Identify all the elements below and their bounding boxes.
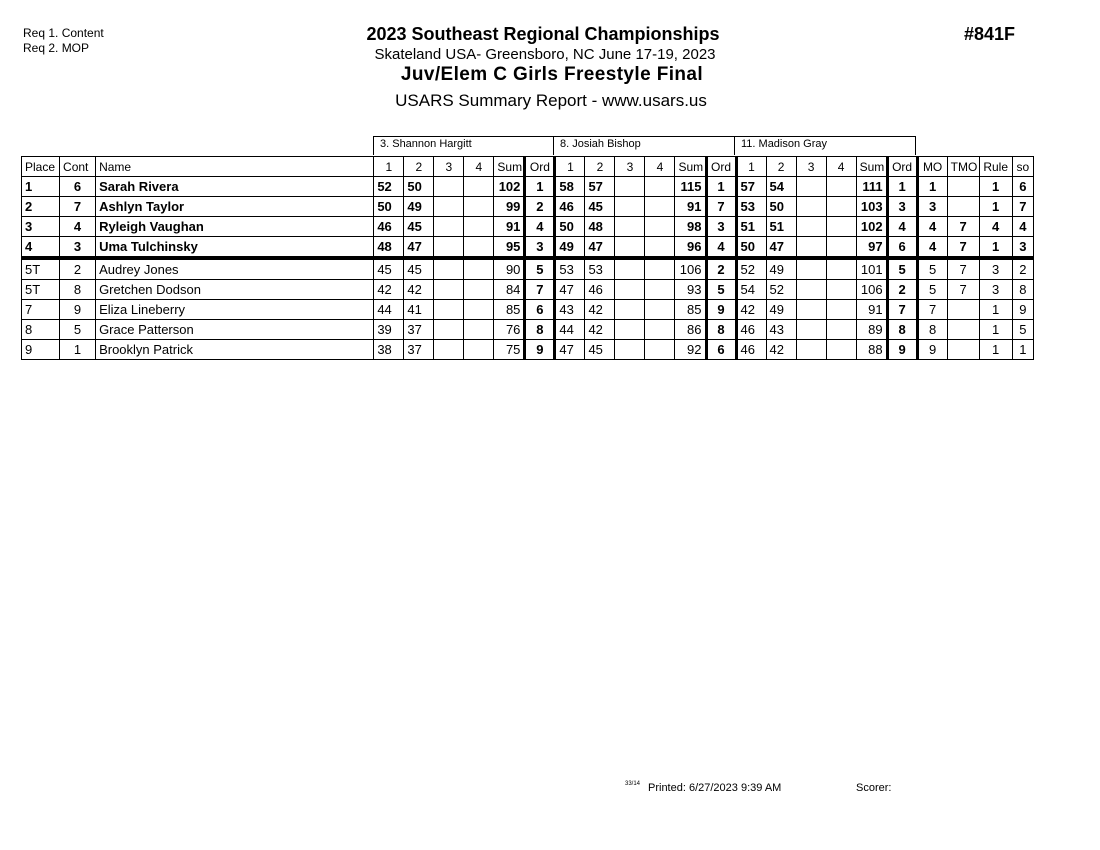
- score-3-cell: [615, 177, 645, 197]
- mo-cell: 9: [917, 340, 947, 360]
- score-4-cell: [645, 197, 675, 217]
- place-cell: 8: [22, 320, 60, 340]
- score-2-cell: 50: [404, 177, 434, 197]
- ordinal-cell: 1: [887, 177, 917, 197]
- score-2-cell: 51: [766, 217, 796, 237]
- so-cell: 9: [1012, 300, 1033, 320]
- score-2-cell: 47: [585, 237, 615, 259]
- col-mo: MO: [917, 157, 947, 177]
- score-4-cell: [464, 340, 494, 360]
- sum-cell: 95: [494, 237, 525, 259]
- place-cell: 9: [22, 340, 60, 360]
- ordinal-cell: 9: [706, 300, 736, 320]
- col-j3-3: 3: [796, 157, 826, 177]
- sum-cell: 91: [494, 217, 525, 237]
- rule-cell: 1: [979, 340, 1012, 360]
- place-cell: 1: [22, 177, 60, 197]
- score-2-cell: 37: [404, 320, 434, 340]
- rule-cell: 1: [979, 197, 1012, 217]
- score-2-cell: 45: [585, 340, 615, 360]
- ordinal-cell: 2: [887, 280, 917, 300]
- ordinal-cell: 3: [706, 217, 736, 237]
- score-3-cell: [615, 300, 645, 320]
- so-cell: 3: [1012, 237, 1033, 259]
- score-1-cell: 42: [374, 280, 404, 300]
- score-1-cell: 39: [374, 320, 404, 340]
- score-1-cell: 50: [555, 217, 585, 237]
- page-title: 2023 Southeast Regional Championships: [366, 24, 720, 44]
- tmo-cell: [947, 197, 979, 217]
- score-1-cell: 52: [374, 177, 404, 197]
- score-2-cell: 46: [585, 280, 615, 300]
- place-cell: 5T: [22, 258, 60, 280]
- judge-2-header: 8. Josiah Bishop: [553, 136, 735, 155]
- score-3-cell: [434, 197, 464, 217]
- col-j2-ord: Ord: [706, 157, 736, 177]
- score-4-cell: [464, 237, 494, 259]
- sum-cell: 101: [856, 258, 887, 280]
- score-1-cell: 58: [555, 177, 585, 197]
- sum-cell: 91: [675, 197, 706, 217]
- score-1-cell: 53: [736, 197, 766, 217]
- tmo-cell: 7: [947, 237, 979, 259]
- score-1-cell: 50: [374, 197, 404, 217]
- score-3-cell: [434, 217, 464, 237]
- contestant-number-cell: 2: [60, 258, 96, 280]
- ordinal-cell: 7: [525, 280, 555, 300]
- skater-name-cell: Sarah Rivera: [96, 177, 374, 197]
- sum-cell: 97: [856, 237, 887, 259]
- ordinal-cell: 6: [887, 237, 917, 259]
- col-j1-4: 4: [464, 157, 494, 177]
- col-j1-3: 3: [434, 157, 464, 177]
- score-1-cell: 46: [736, 340, 766, 360]
- score-4-cell: [826, 197, 856, 217]
- skater-name-cell: Uma Tulchinsky: [96, 237, 374, 259]
- score-1-cell: 46: [374, 217, 404, 237]
- score-2-cell: 53: [585, 258, 615, 280]
- score-4-cell: [645, 320, 675, 340]
- report-title: USARS Summary Report - www.usars.us: [395, 91, 707, 110]
- score-4-cell: [464, 300, 494, 320]
- so-cell: 1: [1012, 340, 1033, 360]
- event-name: Juv/Elem C Girls Freestyle Final: [400, 64, 704, 85]
- place-cell: 7: [22, 300, 60, 320]
- score-4-cell: [645, 177, 675, 197]
- table-row: [22, 258, 1034, 280]
- score-3-cell: [615, 320, 645, 340]
- score-3-cell: [434, 258, 464, 280]
- printed-timestamp: Printed: 6/27/2023 9:39 AM: [648, 782, 782, 794]
- ordinal-cell: 7: [706, 197, 736, 217]
- sum-cell: 92: [675, 340, 706, 360]
- col-j2-2: 2: [585, 157, 615, 177]
- score-4-cell: [645, 340, 675, 360]
- skater-name-cell: Eliza Lineberry: [96, 300, 374, 320]
- mo-cell: 7: [917, 300, 947, 320]
- ordinal-cell: 8: [525, 320, 555, 340]
- mo-cell: 4: [917, 237, 947, 259]
- place-cell: 5T: [22, 280, 60, 300]
- col-rule: Rule: [979, 157, 1012, 177]
- score-3-cell: [796, 300, 826, 320]
- tmo-cell: 7: [947, 280, 979, 300]
- ordinal-cell: 2: [525, 197, 555, 217]
- sum-cell: 93: [675, 280, 706, 300]
- tmo-cell: 7: [947, 258, 979, 280]
- table-row: [22, 197, 1034, 217]
- tmo-cell: [947, 320, 979, 340]
- score-1-cell: 43: [555, 300, 585, 320]
- score-2-cell: 50: [766, 197, 796, 217]
- col-j3-sum: Sum: [856, 157, 887, 177]
- sum-cell: 91: [856, 300, 887, 320]
- sum-cell: 106: [675, 258, 706, 280]
- skater-name-cell: Audrey Jones: [96, 258, 374, 280]
- sum-cell: 75: [494, 340, 525, 360]
- sum-cell: 85: [494, 300, 525, 320]
- contestant-number-cell: 7: [60, 197, 96, 217]
- score-1-cell: 49: [555, 237, 585, 259]
- score-3-cell: [796, 237, 826, 259]
- place-cell: 4: [22, 237, 60, 259]
- score-1-cell: 54: [736, 280, 766, 300]
- score-3-cell: [434, 300, 464, 320]
- score-3-cell: [796, 217, 826, 237]
- col-j3-4: 4: [826, 157, 856, 177]
- place-cell: 3: [22, 217, 60, 237]
- score-2-cell: 37: [404, 340, 434, 360]
- score-4-cell: [826, 177, 856, 197]
- sum-cell: 111: [856, 177, 887, 197]
- tmo-cell: [947, 340, 979, 360]
- score-4-cell: [645, 280, 675, 300]
- score-3-cell: [796, 177, 826, 197]
- tmo-cell: [947, 177, 979, 197]
- col-place: Place: [22, 157, 60, 177]
- col-j2-4: 4: [645, 157, 675, 177]
- col-j2-3: 3: [615, 157, 645, 177]
- col-j1-sum: Sum: [494, 157, 525, 177]
- score-4-cell: [826, 237, 856, 259]
- sum-cell: 89: [856, 320, 887, 340]
- place-cell: 2: [22, 197, 60, 217]
- col-name: Name: [96, 157, 374, 177]
- score-1-cell: 47: [555, 340, 585, 360]
- mo-cell: 5: [917, 258, 947, 280]
- ordinal-cell: 3: [887, 197, 917, 217]
- score-1-cell: 42: [736, 300, 766, 320]
- sum-cell: 106: [856, 280, 887, 300]
- table-row: [22, 320, 1034, 340]
- score-4-cell: [826, 217, 856, 237]
- contestant-number-cell: 3: [60, 237, 96, 259]
- score-2-cell: 52: [766, 280, 796, 300]
- score-3-cell: [434, 237, 464, 259]
- ordinal-cell: 8: [887, 320, 917, 340]
- score-4-cell: [464, 217, 494, 237]
- score-2-cell: 48: [585, 217, 615, 237]
- sum-cell: 99: [494, 197, 525, 217]
- score-3-cell: [615, 197, 645, 217]
- rule-cell: 1: [979, 237, 1012, 259]
- score-2-cell: 43: [766, 320, 796, 340]
- rule-cell: 3: [979, 280, 1012, 300]
- mo-cell: 4: [917, 217, 947, 237]
- col-j3-1: 1: [736, 157, 766, 177]
- sum-cell: 102: [856, 217, 887, 237]
- score-2-cell: 45: [404, 217, 434, 237]
- score-1-cell: 52: [736, 258, 766, 280]
- ordinal-cell: 5: [706, 280, 736, 300]
- so-cell: 6: [1012, 177, 1033, 197]
- score-4-cell: [464, 258, 494, 280]
- score-1-cell: 44: [374, 300, 404, 320]
- tmo-cell: 7: [947, 217, 979, 237]
- score-3-cell: [434, 340, 464, 360]
- score-2-cell: 42: [404, 280, 434, 300]
- sum-cell: 90: [494, 258, 525, 280]
- so-cell: 5: [1012, 320, 1033, 340]
- ordinal-cell: 4: [525, 217, 555, 237]
- ordinal-cell: 5: [525, 258, 555, 280]
- score-3-cell: [434, 320, 464, 340]
- score-1-cell: 46: [736, 320, 766, 340]
- score-3-cell: [615, 280, 645, 300]
- mo-cell: 5: [917, 280, 947, 300]
- table-row: [22, 237, 1034, 259]
- score-4-cell: [464, 280, 494, 300]
- score-4-cell: [826, 280, 856, 300]
- score-4-cell: [464, 197, 494, 217]
- sum-cell: 98: [675, 217, 706, 237]
- score-4-cell: [645, 217, 675, 237]
- sum-cell: 102: [494, 177, 525, 197]
- score-2-cell: 57: [585, 177, 615, 197]
- col-so: so: [1012, 157, 1033, 177]
- score-4-cell: [826, 320, 856, 340]
- ordinal-cell: 4: [887, 217, 917, 237]
- ordinal-cell: 6: [525, 300, 555, 320]
- sum-cell: 103: [856, 197, 887, 217]
- requirement-1: Req 1. Content: [23, 26, 104, 40]
- footer-code: 33/14: [625, 781, 641, 787]
- judge-1-header: 3. Shannon Hargitt: [373, 136, 554, 155]
- skater-name-cell: Gretchen Dodson: [96, 280, 374, 300]
- skater-name-cell: Ryleigh Vaughan: [96, 217, 374, 237]
- score-1-cell: 53: [555, 258, 585, 280]
- contestant-number-cell: 8: [60, 280, 96, 300]
- event-number: #841F: [964, 24, 1016, 44]
- score-4-cell: [464, 320, 494, 340]
- score-2-cell: 49: [766, 300, 796, 320]
- score-2-cell: 49: [766, 258, 796, 280]
- ordinal-cell: 3: [525, 237, 555, 259]
- requirement-2: Req 2. MOP: [23, 41, 90, 55]
- score-1-cell: 57: [736, 177, 766, 197]
- sum-cell: 86: [675, 320, 706, 340]
- sum-cell: 85: [675, 300, 706, 320]
- score-3-cell: [615, 237, 645, 259]
- score-4-cell: [464, 177, 494, 197]
- sum-cell: 88: [856, 340, 887, 360]
- tmo-cell: [947, 300, 979, 320]
- so-cell: 7: [1012, 197, 1033, 217]
- sum-cell: 115: [675, 177, 706, 197]
- score-3-cell: [615, 340, 645, 360]
- score-2-cell: 42: [585, 320, 615, 340]
- table-row: [22, 177, 1034, 197]
- results-table: [21, 156, 1034, 360]
- venue-date: Skateland USA- Greensboro, NC June 17-19, 2023: [374, 46, 716, 63]
- skater-name-cell: Ashlyn Taylor: [96, 197, 374, 217]
- ordinal-cell: 8: [706, 320, 736, 340]
- col-j3-2: 2: [766, 157, 796, 177]
- score-4-cell: [645, 300, 675, 320]
- col-tmo: TMO: [947, 157, 979, 177]
- ordinal-cell: 1: [525, 177, 555, 197]
- score-1-cell: 48: [374, 237, 404, 259]
- table-row: [22, 280, 1034, 300]
- score-3-cell: [615, 217, 645, 237]
- rule-cell: 1: [979, 300, 1012, 320]
- score-3-cell: [796, 280, 826, 300]
- ordinal-cell: 6: [706, 340, 736, 360]
- score-4-cell: [826, 300, 856, 320]
- header-row: [22, 157, 1034, 177]
- score-1-cell: 46: [555, 197, 585, 217]
- skater-name-cell: Grace Patterson: [96, 320, 374, 340]
- rule-cell: 3: [979, 258, 1012, 280]
- ordinal-cell: 4: [706, 237, 736, 259]
- score-4-cell: [645, 258, 675, 280]
- sum-cell: 76: [494, 320, 525, 340]
- ordinal-cell: 9: [887, 340, 917, 360]
- so-cell: 8: [1012, 280, 1033, 300]
- score-4-cell: [826, 340, 856, 360]
- sum-cell: 84: [494, 280, 525, 300]
- score-1-cell: 47: [555, 280, 585, 300]
- score-3-cell: [796, 340, 826, 360]
- col-j2-1: 1: [555, 157, 585, 177]
- col-cont: Cont: [60, 157, 96, 177]
- score-3-cell: [796, 197, 826, 217]
- sum-cell: 96: [675, 237, 706, 259]
- ordinal-cell: 2: [706, 258, 736, 280]
- score-2-cell: 47: [404, 237, 434, 259]
- ordinal-cell: 9: [525, 340, 555, 360]
- so-cell: 2: [1012, 258, 1033, 280]
- mo-cell: 3: [917, 197, 947, 217]
- score-2-cell: 47: [766, 237, 796, 259]
- contestant-number-cell: 4: [60, 217, 96, 237]
- table-row: [22, 300, 1034, 320]
- col-j2-sum: Sum: [675, 157, 706, 177]
- score-2-cell: 45: [404, 258, 434, 280]
- col-j1-ord: Ord: [525, 157, 555, 177]
- mo-cell: 8: [917, 320, 947, 340]
- score-2-cell: 42: [766, 340, 796, 360]
- col-j1-2: 2: [404, 157, 434, 177]
- mo-cell: 1: [917, 177, 947, 197]
- score-3-cell: [434, 280, 464, 300]
- score-4-cell: [826, 258, 856, 280]
- score-3-cell: [615, 258, 645, 280]
- score-1-cell: 44: [555, 320, 585, 340]
- score-2-cell: 45: [585, 197, 615, 217]
- score-2-cell: 41: [404, 300, 434, 320]
- score-4-cell: [645, 237, 675, 259]
- rule-cell: 1: [979, 320, 1012, 340]
- rule-cell: 4: [979, 217, 1012, 237]
- col-j3-ord: Ord: [887, 157, 917, 177]
- ordinal-cell: 5: [887, 258, 917, 280]
- score-3-cell: [796, 320, 826, 340]
- contestant-number-cell: 9: [60, 300, 96, 320]
- score-2-cell: 54: [766, 177, 796, 197]
- score-2-cell: 49: [404, 197, 434, 217]
- contestant-number-cell: 1: [60, 340, 96, 360]
- rule-cell: 1: [979, 177, 1012, 197]
- ordinal-cell: 7: [887, 300, 917, 320]
- so-cell: 4: [1012, 217, 1033, 237]
- skater-name-cell: Brooklyn Patrick: [96, 340, 374, 360]
- table-row: [22, 217, 1034, 237]
- score-1-cell: 50: [736, 237, 766, 259]
- table-row: [22, 340, 1034, 360]
- judge-3-header: 11. Madison Gray: [734, 136, 916, 155]
- col-j1-1: 1: [374, 157, 404, 177]
- ordinal-cell: 1: [706, 177, 736, 197]
- score-1-cell: 38: [374, 340, 404, 360]
- score-1-cell: 45: [374, 258, 404, 280]
- contestant-number-cell: 6: [60, 177, 96, 197]
- score-3-cell: [434, 177, 464, 197]
- score-2-cell: 42: [585, 300, 615, 320]
- contestant-number-cell: 5: [60, 320, 96, 340]
- score-3-cell: [796, 258, 826, 280]
- scorer-label: Scorer:: [856, 782, 892, 794]
- score-1-cell: 51: [736, 217, 766, 237]
